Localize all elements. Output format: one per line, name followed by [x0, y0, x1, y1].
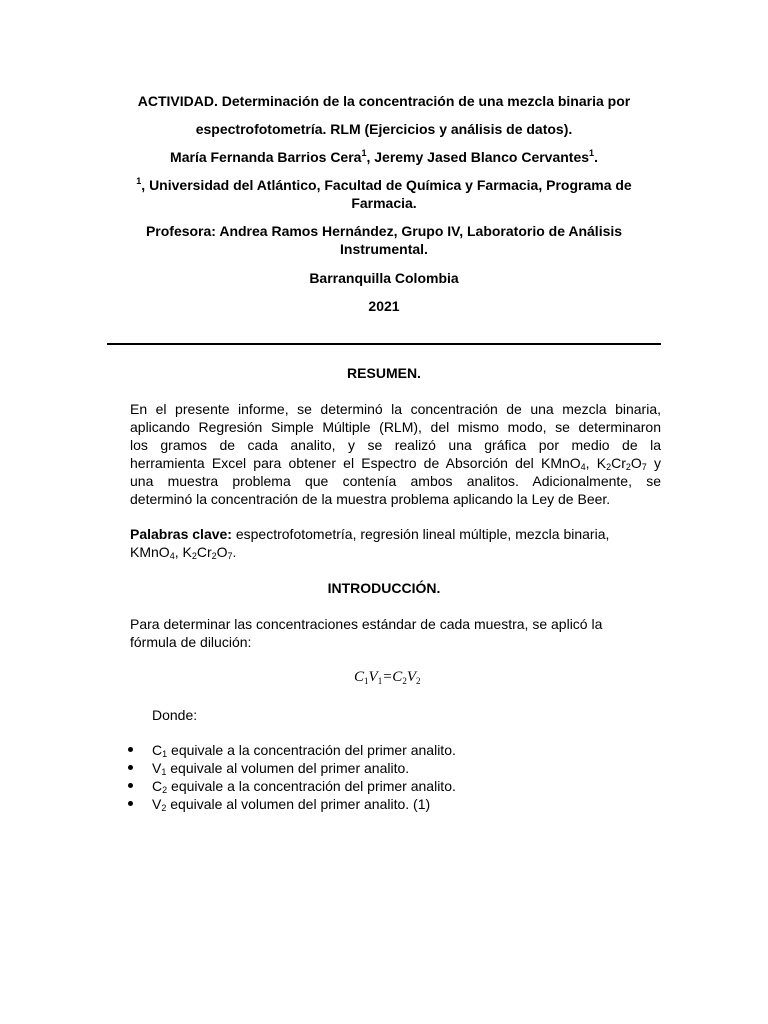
author-1-name: María Fernanda Barrios Cera: [170, 149, 362, 165]
affiliation-line-2: Farmacia.: [351, 195, 417, 211]
variable-list: [128, 741, 456, 813]
affiliation: [108, 176, 660, 212]
resumen-line: determinó la concentración de la muestra problema aplicando la Ley de Beer.: [130, 491, 611, 507]
keywords-line-2: KMnO$_4$, $K_2Cr_2O_7$.: [130, 544, 237, 561]
authors-separator: ,: [366, 149, 375, 165]
authors-end: .: [594, 149, 598, 165]
resumen-line: una muestra problema que contenía ambos analitos. Adicionalmente, se: [130, 473, 661, 489]
title-line-2: espectrofotometría. RLM (Ejercicios y análisis de datos).: [195, 121, 573, 137]
introduccion-paragraph: [130, 615, 661, 651]
bullet-icon: [128, 801, 133, 806]
affiliation-line-1: , Universidad del Atlántico, Facultad de Química y Farmacia, Programa de: [141, 177, 632, 193]
place: Barranquilla Colombia: [309, 270, 459, 286]
year: 2021: [368, 298, 400, 314]
title-line-1: ACTIVIDAD. Determinación de la concentración de una mezcla binaria por: [137, 93, 631, 109]
list-item: [128, 795, 456, 813]
keywords: [130, 525, 661, 561]
introduccion-line-2: fórmula de dilución:: [130, 634, 252, 650]
list-item: [128, 777, 456, 795]
list-item: [128, 741, 456, 759]
author-2-name: Jeremy Jased Blanco Cervantes: [374, 149, 590, 165]
keywords-label: Palabras clave:: [130, 526, 232, 542]
introduccion-heading: INTRODUCCIÓN.: [327, 580, 441, 596]
keywords-line-1: espectrofotometría, regresión lineal múltiple, mezcla binaria,: [231, 526, 610, 542]
professor-line-1: Profesora: Andrea Ramos Hernández, Grupo IV, Laboratorio de Análisis: [145, 223, 623, 239]
list-item-text: $V_1$ equivale al volumen del primer analito.: [152, 760, 410, 777]
bullet-icon: [128, 747, 133, 752]
list-item-text: $C_1$ equivale a la concentración del primer analito.: [152, 742, 456, 759]
list-item-text: $V_2$ equivale al volumen del primer analito. (1): [152, 796, 431, 813]
dilution-formula: $C_1V_1=C_2V_2$: [354, 669, 421, 686]
professor-line-2: Instrumental.: [340, 241, 428, 257]
introduccion-line-1: Para determinar las concentraciones estándar de cada muestra, se aplicó la: [130, 616, 603, 632]
resumen-line: aplicando Regresión Simple Múltiple (RLM), del mismo modo, se determinaron: [130, 419, 661, 435]
donde-label: Donde:: [152, 707, 198, 723]
authors-line: [108, 148, 660, 166]
section-divider: [107, 343, 661, 345]
resumen-line: herramienta Excel para obtener el Espectro de Absorción del KMnO$_4$, $K_2Cr_2O_7$ y: [130, 455, 661, 472]
affiliation-mark: 1: [136, 176, 142, 186]
resumen-heading: RESUMEN.: [347, 365, 421, 381]
resumen-line: los gramos de cada analito, y se realizó una gráfica por medio de la: [130, 437, 661, 453]
author-1-affiliation-mark: 1: [361, 148, 367, 158]
bullet-icon: [128, 765, 133, 770]
list-item-text: $C_2$ equivale a la concentración del primer analito.: [152, 778, 456, 795]
bullet-icon: [128, 783, 133, 788]
author-2-affiliation-mark: 1: [589, 148, 595, 158]
resumen-paragraph: [130, 400, 661, 508]
list-item: [128, 759, 456, 777]
resumen-line: En el presente informe, se determinó la concentración de una mezcla binaria,: [130, 401, 661, 417]
professor-info: [108, 222, 660, 258]
